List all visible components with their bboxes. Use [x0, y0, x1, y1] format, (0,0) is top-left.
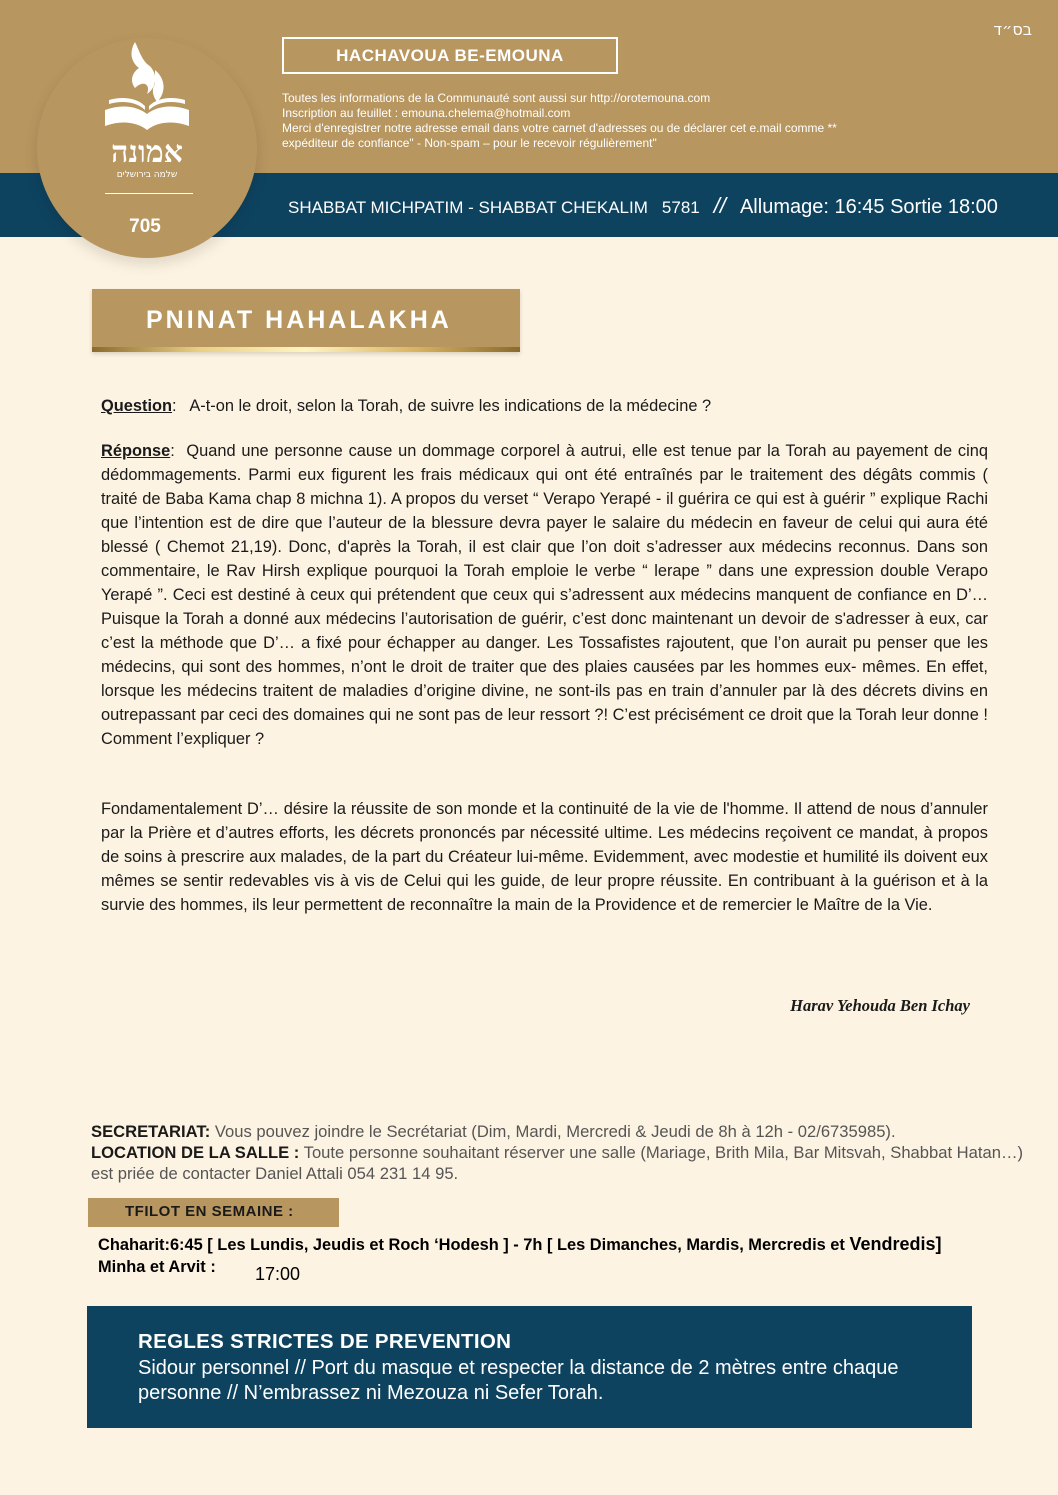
author-signature: Harav Yehouda Ben Ichay [790, 996, 970, 1015]
question-label: Question [101, 397, 173, 415]
secretariat-text: Vous pouvez joindre le Secrétariat (Dim, Mardi, Mercredi & Jeudi de 8h à 12h - 02/6735985). [214, 1122, 896, 1141]
info-line: Merci d'enregistrer notre adresse email dans votre carnet d'adresses ou de déclarer cet e.mail comme ** [282, 121, 837, 135]
issue-number: 705 [129, 216, 161, 237]
bsd-mark: בס״ד [993, 20, 1032, 39]
tfilot-label: TFILOT EN SEMAINE : [125, 1203, 294, 1220]
logo-text: אמונה [111, 135, 183, 170]
logo-subtext: שלמה בירושלים [116, 170, 178, 180]
secretariat-block [91, 1121, 1031, 1184]
emouna-logo [95, 40, 199, 180]
prevention-text: Sidour personnel // Port du masque et respecter la distance de 2 mètres entre chaque personne // N’embrassez ni Mezouza ni Sefer Torah. [138, 1357, 899, 1404]
logo-divider [105, 193, 193, 194]
info-line: expéditeur de confiance" - Non-spam – pour le recevoir régulièrement" [282, 136, 657, 150]
answer-text: Quand une personne cause un dommage corporel à autrui, elle est tenue par la Torah au payement de cinq dédommagements. Parmi eux figurent les frais médicaux qui ont été entraînés par le traitement des dégâts commis ( traité de Baba Kama chap 8 michna 1). A propos du verset “ Verapo Yerapé - il guérira ce qui est à guérir ” explique Rachi que l’intention est de dire que l’auteur de la blessure devra payer le salaire du médecin en faveur de celui qui aura été blessé ( Chemot 21,19). Donc, d'après la Torah, il est clair que l’on doit s’adresser aux médecins reconnus. Dans son commentaire, le Rav Hirsh explique pourquoi la Torah emploie le verbe “ lerape ” dans une expression double Verapo Yerapé ”. Ceci est destiné à ceux qui prétendent que ceux qui s’adressent aux médecins manquent de confiance en D’… Puisque la Torah a donné aux médecins l’autorisation de guérir, c’est donc maintenant un devoir de s'adresser à eux, car c’est la méthode que D’… a fixé pour échapper au danger. Les Tossafistes rajoutent, que l’on aurait pu penser que les médecins, qui sont des hommes, n’ont le droit de traiter que des plaies causées par les hommes eux- mêmes. En effet, lorsque les médecins traitent de maladies d’origine divine, ne sont-ils pas en train d’annuler par là des décrets divins en outrepassant par ceci des domaines qui ne sont pas de leur ressort ?! C’est précisément ce droit que la Torah leur donne ! Comment l’expliquer ? [101, 442, 988, 748]
location-label: LOCATION DE LA SALLE : [91, 1143, 300, 1162]
info-line: Toutes les informations de la Communauté sont aussi sur http://orotemouna.com [282, 91, 711, 105]
newsletter-title: HACHAVOUA BE-EMOUNA [282, 37, 618, 74]
shabbat-name: SHABBAT MICHPATIM - SHABBAT CHEKALIM [288, 198, 648, 217]
chaharit-schedule [98, 1234, 941, 1255]
answer-label: Réponse [101, 442, 171, 460]
info-block [282, 91, 942, 151]
chaharit-end: Vendredis] [849, 1234, 942, 1254]
minha-time: 17:00 [255, 1264, 301, 1284]
minha-label: Minha et Arvit : [98, 1258, 216, 1276]
chaharit-text: Chaharit:6:45 [ Les Lundis, Jeudis et Roch ‘Hodesh ] - 7h [ Les Dimanches, Mardis, Mercredis et [98, 1236, 845, 1254]
secretariat-label: SECRETARIAT: [91, 1122, 211, 1141]
conclusion-paragraph: Fondamentalement D’… désire la réussite de son monde et la continuité de la vie de l'homme. Il attend de nous d’annuler par la Prière et d’autres efforts, les décrets prononcés par nécessité ultime. Les médecins reçoivent ce mandat, à propos de soins à prescrire aux malades, de la part du Créateur lui-même. Evidemment, avec modestie et humilité ils doivent eux mêmes se sentir redevables vis à vis de Celui qui les guide, de leur propre réussite. En contribuant à la guérison et à la survie des hommes, ils leur permettent de reconnaître la main de la Providence et de remercier le Maître de la Vie. [101, 800, 988, 914]
shabbat-line [288, 193, 998, 219]
question-text: A-t-on le droit, selon la Torah, de suivre les indications de la médecine ? [189, 397, 712, 415]
question-paragraph: Question: A-t-on le droit, selon la Torah, de suivre les indications de la médecine ? [101, 397, 712, 415]
separator: // [713, 193, 726, 218]
prevention-title: REGLES STRICTES DE PREVENTION [138, 1330, 512, 1353]
shabbat-times: Allumage: 16:45 Sortie 18:00 [739, 196, 998, 218]
hebrew-year: 5781 [661, 198, 700, 217]
location-text: Toute personne souhaitant réserver une salle (Mariage, Brith Mila, Bar Mitsvah, Shabbat Hatan…) est priée de contacter Daniel Attali 054 231 14 95. [91, 1143, 1024, 1183]
answer-paragraph: Réponse: Quand une personne cause un dommage corporel à autrui, elle est tenue par la Torah au payement de cinq dédommagements. Parmi eux figurent les frais médicaux qui ont été entraînés par le traitement des dégâts commis ( traité de Baba Kama chap 8 michna 1). A propos du verset “ Verapo Yerapé - il guérira ce qui est à guérir ” explique Rachi que l’intention est de dire que l’auteur de la blessure devra payer le salaire du médecin en faveur de celui qui aura été blessé ( Chemot 21,19). Donc, d'après la Torah, il est clair que l’on doit s’adresser aux médecins reconnus. Dans son commentaire, le Rav Hirsh explique pourquoi la Torah emploie le verbe “ lerape ” dans une expression double Verapo Yerapé ”. Ceci est destiné à ceux qui prétendent que ceux qui s’adressent aux médecins manquent de confiance en D’… Puisque la Torah a donné aux médecins l’autorisation de guérir, c’est donc maintenant un devoir de s'adresser à eux, car c’est la méthode que D’… a fixé pour échapper au danger. Les Tossafistes rajoutent, que l’on aurait pu penser que les médecins, qui sont des hommes, n’ont le droit de traiter que des plaies causées par les hommes eux- mêmes. En effet, lorsque les médecins traitent de maladies d’origine divine, ne sont-ils pas en train d’annuler par là des décrets divins en outrepassant par ceci des domaines qui ne sont pas de leur ressort ?! C’est précisément ce droit que la Torah leur donne ! Comment l’expliquer ? [101, 442, 988, 748]
section-title: PNINAT HAHALAKHA [146, 306, 452, 334]
info-line: Inscription au feuillet : emouna.chelema@hotmail.com [282, 106, 571, 120]
